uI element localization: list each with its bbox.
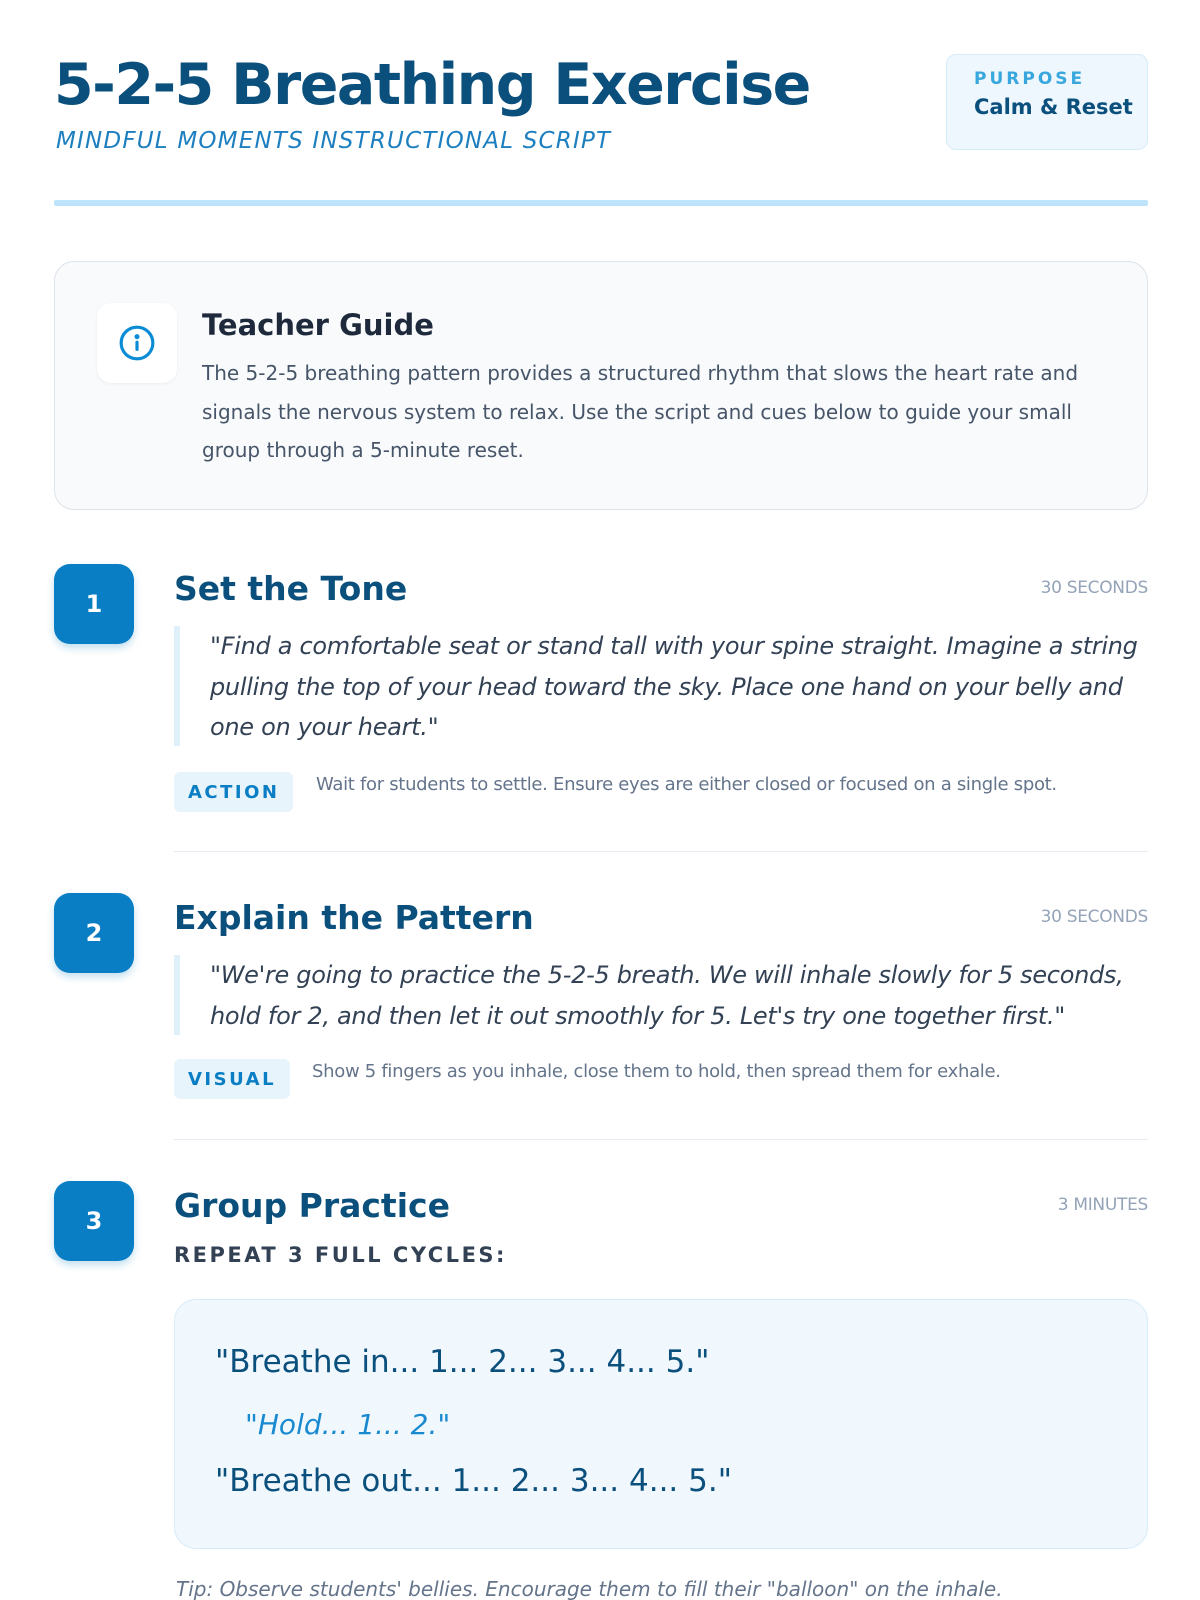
step-title: Explain the Pattern bbox=[174, 898, 534, 937]
page-subtitle: MINDFUL MOMENTS INSTRUCTIONAL SCRIPT bbox=[56, 128, 612, 154]
repeat-label: REPEAT 3 FULL CYCLES: bbox=[174, 1243, 507, 1267]
breathing-cycle-box bbox=[174, 1299, 1148, 1549]
step-title: Set the Tone bbox=[174, 569, 408, 608]
step-number-badge: 1 bbox=[54, 564, 134, 644]
header-divider bbox=[54, 200, 1148, 206]
teacher-guide-card bbox=[54, 261, 1148, 510]
step-divider bbox=[174, 851, 1148, 852]
purpose-label: PURPOSE bbox=[974, 69, 1086, 89]
visual-note: Show 5 fingers as you inhale, close them to hold, then spread them for exhale. bbox=[312, 1061, 1001, 1082]
exhale-cue: "Breathe out... 1... 2... 3... 4... 5." bbox=[215, 1463, 732, 1499]
info-icon bbox=[118, 324, 156, 362]
step-2 bbox=[54, 893, 1148, 1143]
page-header bbox=[54, 52, 1148, 162]
practice-tip: Tip: Observe students' bellies. Encourage them to fill their "balloon" on the inhale. bbox=[176, 1577, 1003, 1600]
visual-tag: VISUAL bbox=[174, 1059, 290, 1099]
step-1 bbox=[54, 564, 1148, 854]
hold-cue: "Hold... 1... 2." bbox=[245, 1408, 451, 1441]
purpose-card bbox=[946, 54, 1148, 150]
step-number-badge: 3 bbox=[54, 1181, 134, 1261]
action-note: Wait for students to settle. Ensure eyes are either closed or focused on a single spot. bbox=[316, 774, 1057, 795]
page-title: 5-2-5 Breathing Exercise bbox=[54, 52, 810, 118]
purpose-value: Calm & Reset bbox=[974, 95, 1133, 119]
action-tag: ACTION bbox=[174, 772, 293, 812]
step-divider bbox=[174, 1139, 1148, 1140]
step-duration: 3 MINUTES bbox=[1057, 1195, 1148, 1215]
step-title: Group Practice bbox=[174, 1186, 450, 1225]
step-script-quote: "We're going to practice the 5-2-5 breath. We will inhale slowly for 5 seconds, hold for 2, and then let it out smoothly for 5. Let's try one together first." bbox=[174, 955, 1148, 1035]
guide-body: The 5-2-5 breathing pattern provides a structured rhythm that slows the heart rate and signals the nervous system to relax. Use the script and cues below to guide your small group through a 5-minute reset. bbox=[202, 361, 1079, 462]
guide-icon-container bbox=[97, 303, 177, 383]
step-duration: 30 SECONDS bbox=[1040, 578, 1148, 598]
step-3 bbox=[54, 1181, 1148, 1600]
instruction-page bbox=[54, 0, 1148, 1600]
inhale-cue: "Breathe in... 1... 2... 3... 4... 5." bbox=[215, 1344, 710, 1380]
step-number-badge: 2 bbox=[54, 893, 134, 973]
step-script-quote: "Find a comfortable seat or stand tall with your spine straight. Imagine a string pulling the top of your head toward the sky. Place one hand on your belly and one on your heart." bbox=[174, 626, 1148, 746]
guide-title: Teacher Guide bbox=[202, 308, 434, 342]
step-duration: 30 SECONDS bbox=[1040, 907, 1148, 927]
